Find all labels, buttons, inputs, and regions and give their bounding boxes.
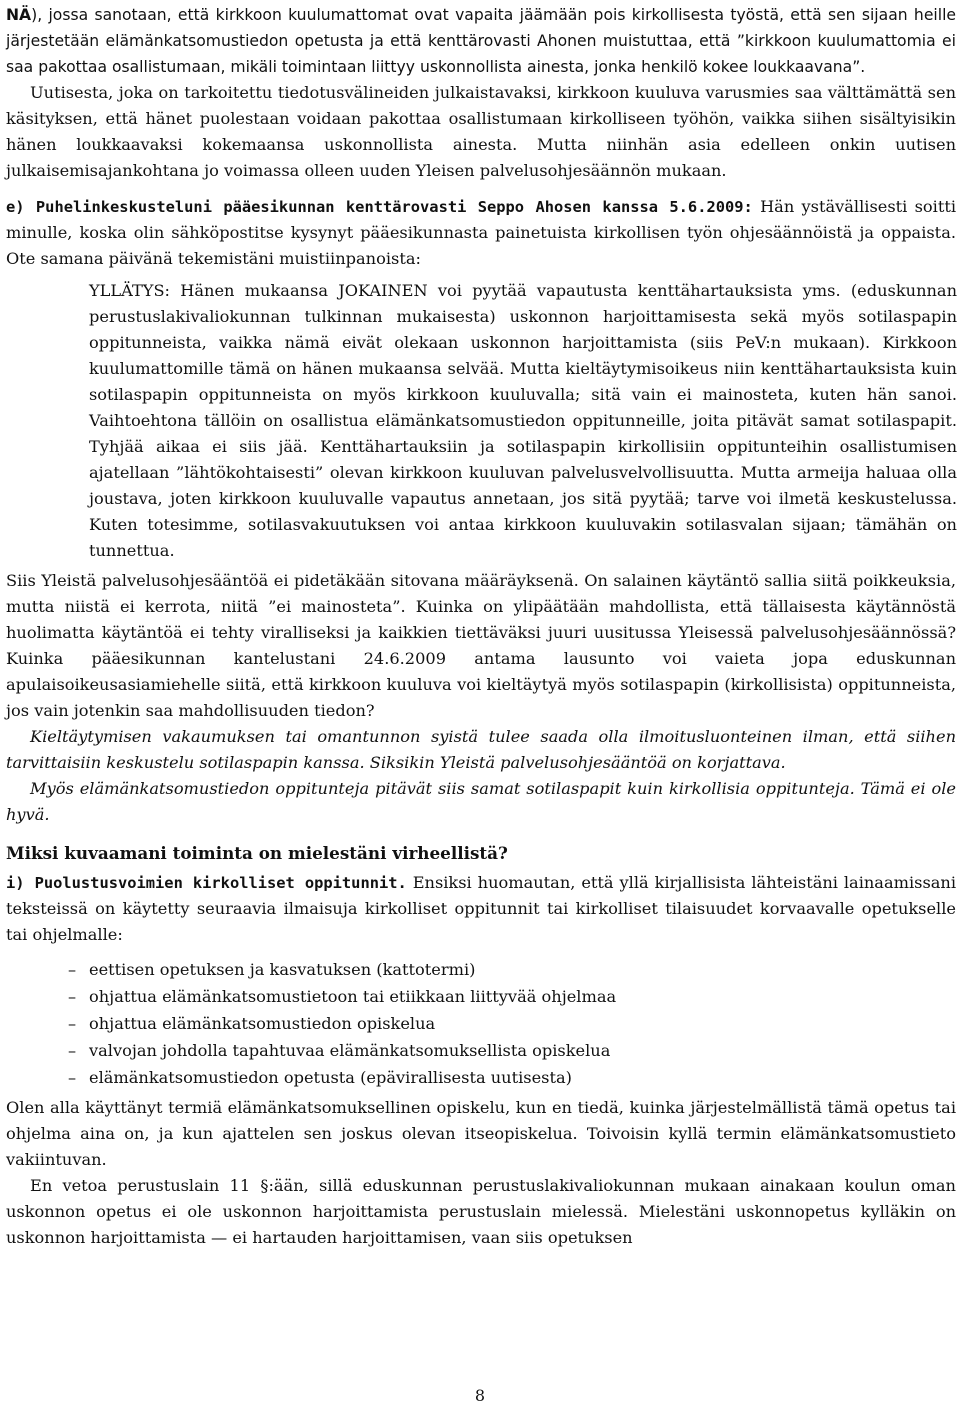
list-dash: – [68,987,77,1006]
section-i-heading: i) Puolustusvoimien kirkolliset oppitunnit. [6,874,407,892]
list-dash: – [68,1041,77,1060]
list-dash: – [68,1068,77,1087]
list-item: – eettisen opetuksen ja kasvatuksen (kattotermi) [6,956,956,983]
list-item: – ohjattua elämänkatsomustietoon tai etiikkaan liittyvää ohjelmaa [6,983,956,1010]
list-item: – elämänkatsomustiedon opetusta (epävirallisesta uutisesta) [6,1064,956,1091]
section-heading-why: Miksi kuvaamani toiminta on mielestäni virheellistä? [6,843,508,863]
list-item: – valvojan johdolla tapahtuvaa elämänkatsomuksellista opiskelua [6,1037,956,1064]
paragraph-conclusion: Siis Yleistä palvelusohjesääntöä ei pidetäkään sitovana määräyksenä. On salainen käytäntö sallia siitä poikkeuksia, mutta niistä ei kerrota, niitä ”ei mainosteta”. Kuinka on ylipäätään mahdollista, että tällaisesta käytännöstä huolimatta käytäntöä ei tehty viralliseksi ja kaikkien tiettäväksi juuri uusitussa Yleisessä palvelusohjesäännössä? Kuinka pääesikunnan kantelustani 24.6.2009 antama lausunto voi vaieta jopa eduskunnan apulaisoikeusasiamiehelle siitä, että kirkkoon kuuluva voi kieltäytyä myös sotilaspapin (kirkollisista) oppitunneista, jos vain jotenkin saa mahdollisuuden tiedon? [6,571,956,720]
document-page [6,2,956,1251]
paragraph-intro-text: ), jossa sanotaan, että kirkkoon kuulumattomat ovat vapaita jäämään pois kirkollisesta työstä, että sen sijaan heille järjestetään elämänkatsomustiedon opetusta ja että kenttärovasti Ahonen muistuttaa, että ”kirkkoon kuulumattomia ei saa pakottaa osallistumaan, mikäli toimintaan liittyy uskonnollista ainesta, jonka henkilö kokee loukkaavana”. [6,6,956,76]
section-e-text: Hän ystävällisesti soitti minulle, koska olin sähköpostitse kysynyt pääesikunnasta painetuista kirkollisen työn ohjesäännöistä ja oppaista. Ote samana päivänä tekemistäni muistiinpanoista: [6,197,957,268]
list-item: – ohjattua elämänkatsomustiedon opiskelua [6,1010,956,1037]
section-i-text: Ensiksi huomautan, että yllä kirjallisista lähteistäni lainaamissani teksteissä on käytetty seuraavia ilmaisuja kirkolliset oppitunnit tai kirkolliset tilaisuudet korvaavalle opetukselle tai ohjelmalle: [6,873,956,944]
paragraph-intro-lead: NÄ [6,6,32,24]
italic-paragraph-teachers: Myös elämänkatsomustiedon oppitunteja pitävät siis samat sotilaspapit kuin kirkollisia oppitunteja. Tämä ei ole hyvä. [6,779,956,824]
paragraph-constitution: En vetoa perustuslain 11 §:ään, sillä eduskunnan perustuslakivaliokunnan mukaan ainakaan koulun oman uskonnon opetus ei ole uskonnon harjoittamista perustuslain mielessä. Mielestäni uskonnopetus kylläkin on uskonnon harjoittamista — ei hartauden harjoittamisen, vaan siis opetuksen [6,1176,956,1247]
section-e [6,194,956,272]
paragraph-news-interpretation: Uutisesta, joka on tarkoitettu tiedotusvälineiden julkaistavaksi, kirkkoon kuuluva varusmies saa välttämättä sen käsityksen, että hänet puolestaan voidaan pakottaa osallistumaan kirkolliseen työhön, vaikka siihen sisältyisikin hänen loukkaavaksi kokemaansa uskonnollista ainesta. Mutta niinhän asia edelleen onkin uutisen julkaisemisajankohtana jo voimassa olleen uuden Yleisen palvelusohjesäännön mukaan. [6,83,956,180]
notes-quote: YLLÄTYS: Hänen mukaansa JOKAINEN voi pyytää vapautusta kenttähartauksista yms. (eduskunnan perustuslakivaliokunnan tulkinnan mukaisesta) uskonnon harjoittamisesta sekä myös sotilaspapin oppitunneista, vaikka nämä eivät olekaan uskonnon harjoittamista (siis PeV:n mukaan). Kirkkoon kuulumattomille tämä on hänen mukaansa selvää. Mutta kieltäytymisoikeus niin kenttähartauksista kuin sotilaspapin oppitunneista on myös kirkkoon kuuluvalla; sitä vain ei mainosteta, kuten hän sanoi. Vaihtoehtona tällöin on osallistua elämänkatsomustiedon oppitunneille, joita pitävät samat sotilaspapit. Tyhjää aikaa ei siis jää. Kenttähartauksiin ja sotilaspapin kirkollisiin oppitunteihin osallistumisen ajatellaan ”lähtökohtaisesti” olevan kirkkoon kuuluvan palvelusvelvollisuutta. Mutta armeija haluaa olla joustava, joten kirkkoon kuuluvalle vapautus annetaan, jos sitä pyytää; tarve voi ilmetä keskustelussa. Kuten totesimme, sotilasvakuutuksen voi antaa kirkkoon kuuluvakin sotilasvalan sijaan; tämähän on tunnettua. [89,281,957,560]
italic-paragraph-refusal: Kieltäytymisen vakaumuksen tai omantunnon syistä tulee saada olla ilmoitusluonteinen ilman, että siihen tarvittaisiin keskustelu sotilaspapin kanssa. Siksikin Yleistä palvelusohjesääntöä on korjattava. [6,727,956,772]
terms-list [6,956,956,1091]
section-i [6,870,956,948]
page-number: 8 [474,1386,486,1405]
section-e-heading: e) Puhelinkeskusteluni pääesikunnan kenttärovasti Seppo Ahosen kanssa 5.6.2009: [6,198,753,216]
paragraph-terminology: Olen alla käyttänyt termiä elämänkatsomuksellinen opiskelu, kun en tiedä, kuinka järjestelmällistä tämä opetus tai ohjelma aina on, ja kun ajattelen sen joskus olevan itseopiskelua. Toivoisin kyllä termin elämänkatsomustieto vakiintuvan. [6,1098,956,1169]
paragraph-intro [6,2,956,80]
list-dash: – [68,960,77,979]
list-dash: – [68,1014,77,1033]
